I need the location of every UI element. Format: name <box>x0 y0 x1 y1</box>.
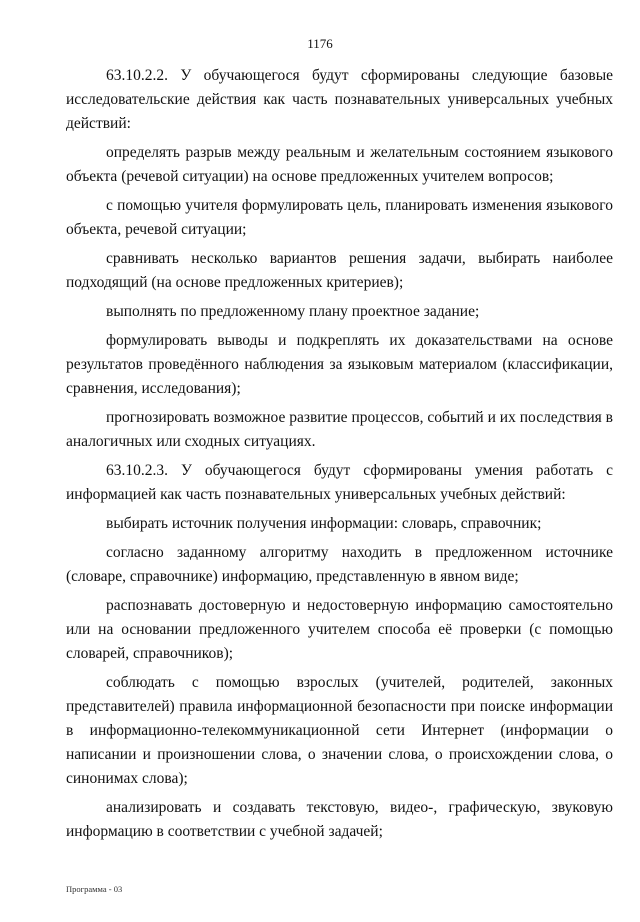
list-item: соблюдать с помощью взрослых (учителей, родителей, законных представителей) правила информационной безопасности при поиске информации в информационно-телекоммуникационной сети Интернет (информации о написании и произношении слова, о значении слова, о происхождении слова, о синонимах слова); <box>66 674 613 787</box>
list-item: выбирать источник получения информации: словарь, справочник; <box>106 515 542 532</box>
section-heading-63-10-2-2: 63.10.2.2. У обучающегося будут сформированы следующие базовые исследовательские действия как часть познавательных универсальных учебных действий: <box>66 67 613 132</box>
footer-label: Программа - 03 <box>66 884 123 894</box>
list-item: прогнозировать возможное развитие процессов, событий и их последствия в аналогичных или сходных ситуациях. <box>66 409 613 450</box>
list-item: формулировать выводы и подкреплять их доказательствами на основе результатов проведённого наблюдения за языковым материалом (классификации, сравнения, исследования); <box>66 332 613 397</box>
list-item: анализировать и создавать текстовую, видео-, графическую, звуковую информацию в соответствии с учебной задачей; <box>66 799 613 840</box>
list-item: с помощью учителя формулировать цель, планировать изменения языкового объекта, речевой ситуации; <box>66 197 613 238</box>
document-body <box>66 64 613 844</box>
list-item: определять разрыв между реальным и желательным состоянием языкового объекта (речевой ситуации) на основе предложенных учителем вопросов; <box>66 144 613 185</box>
section-heading-63-10-2-3: 63.10.2.3. У обучающегося будут сформированы умения работать с информацией как часть познавательных универсальных учебных действий: <box>66 462 613 503</box>
list-item: сравнивать несколько вариантов решения задачи, выбирать наиболее подходящий (на основе предложенных критериев); <box>66 250 613 291</box>
list-item: выполнять по предложенному плану проектное задание; <box>106 303 480 320</box>
list-item: согласно заданному алгоритму находить в предложенном источнике (словаре, справочнике) информацию, представленную в явном виде; <box>66 544 613 585</box>
list-item: распознавать достоверную и недостоверную информацию самостоятельно или на основании предложенного учителем способа её проверки (с помощью словарей, справочников); <box>66 597 613 662</box>
page-number: 1176 <box>307 36 333 51</box>
